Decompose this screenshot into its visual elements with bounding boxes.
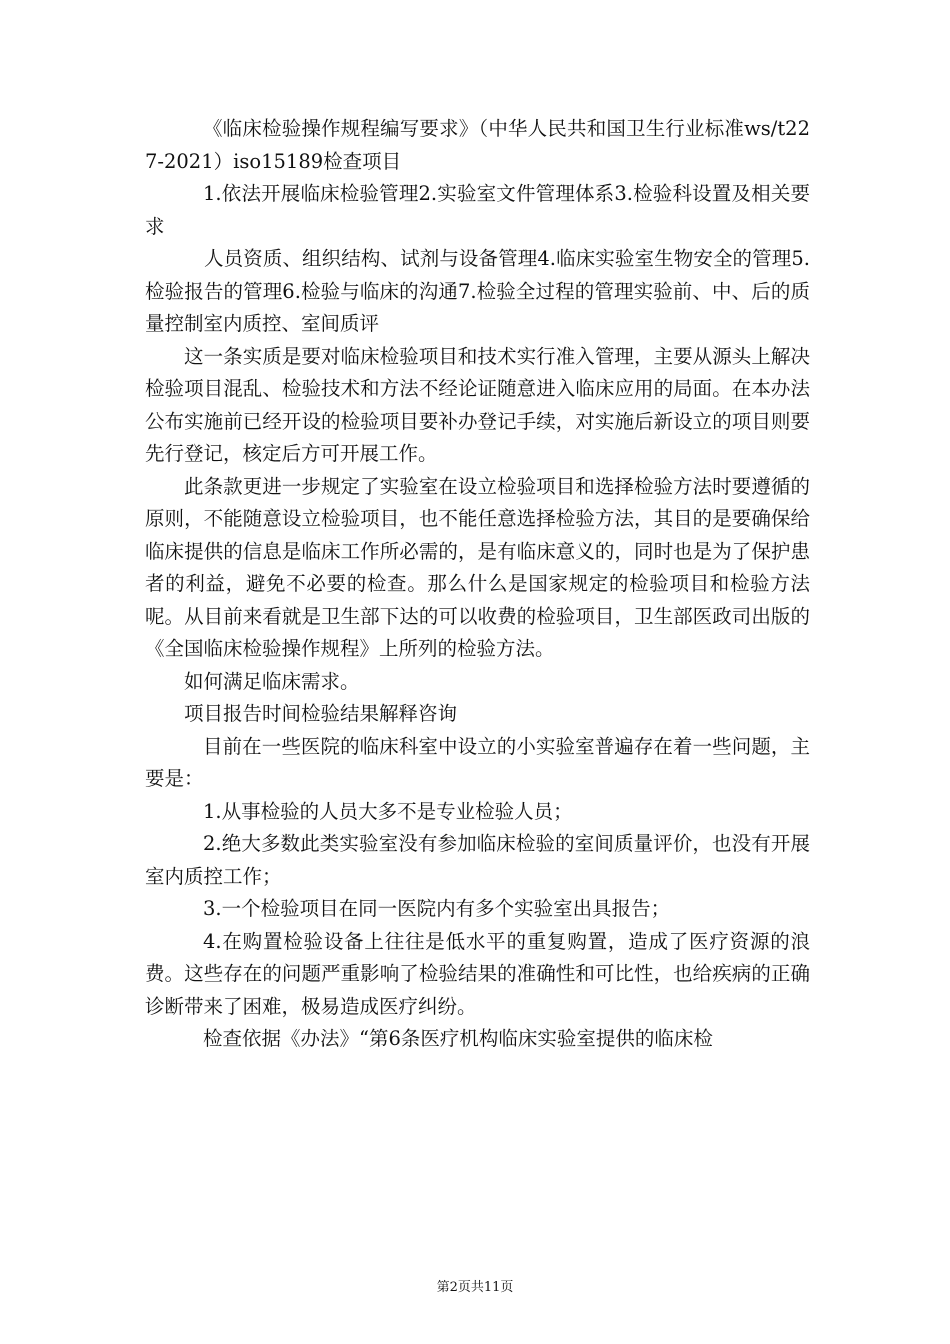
- paragraph-12: 4.在购置检验设备上往往是低水平的重复购置，造成了医疗资源的浪费。这些存在的问题严重影响了检验结果的准确性和可比性，也给疾病的正确诊断带来了困难，极易造成医疗纠纷。: [145, 929, 810, 1018]
- page-number-footer: 第2页共11页: [436, 1280, 514, 1295]
- paragraph-8: 目前在一些医院的临床科室中设立的小实验室普遍存在着一些问题，主要是：: [145, 734, 810, 790]
- paragraph-3: 人员资质、组织结构、试剂与设备管理4.临床实验室生物安全的管理5.检验报告的管理6.检验与临床的沟通7.检验全过程的管理实验前、中、后的质量控制室内质控、室间质评: [145, 247, 810, 335]
- paragraph-5: 此条款更进一步规定了实验室在设立检验项目和选择检验方法时要遵循的原则，不能随意设立检验项目，也不能任意选择检验方法，其目的是要确保给临床提供的信息是临床工作所必需的，是有临床意义的，同时也是为了保护患者的利益，避免不必要的检查。那么什么是国家规定的检验项目和检验方法呢。从目前来看就是卫生部下达的可以收费的检验项目，卫生部医政司出版的《全国临床检验操作规程》上所列的检验方法。: [145, 474, 810, 660]
- document-body: [145, 113, 810, 1056]
- paragraph-11: 3.一个检验项目在同一医院内有多个实验室出具报告；: [203, 897, 671, 920]
- paragraph-1: 《临床检验操作规程编写要求》（中华人民共和国卫生行业标准ws/t227-2021）iso15189检查项目: [145, 117, 810, 173]
- paragraph-4: 这一条实质是要对临床检验项目和技术实行准入管理，主要从源头上解决检验项目混乱、检验技术和方法不经论证随意进入临床应用的局面。在本办法公布实施前已经开设的检验项目要补办登记手续，对实施后新设立的项目则要先行登记，核定后方可开展工作。: [145, 344, 810, 465]
- paragraph-2: 1.依法开展临床检验管理2.实验室文件管理体系3.检验科设置及相关要求: [145, 182, 810, 238]
- paragraph-7: 项目报告时间检验结果解释咨询: [184, 702, 458, 725]
- paragraph-9: 1.从事检验的人员大多不是专业检验人员；: [203, 799, 573, 823]
- paragraph-10: 2.绝大多数此类实验室没有参加临床检验的室间质量评价，也没有开展室内质控工作；: [145, 832, 810, 888]
- paragraph-6: 如何满足临床需求。: [184, 669, 360, 693]
- paragraph-13: 检查依据《办法》“第6条医疗机构临床实验室提供的临床检: [203, 1027, 713, 1050]
